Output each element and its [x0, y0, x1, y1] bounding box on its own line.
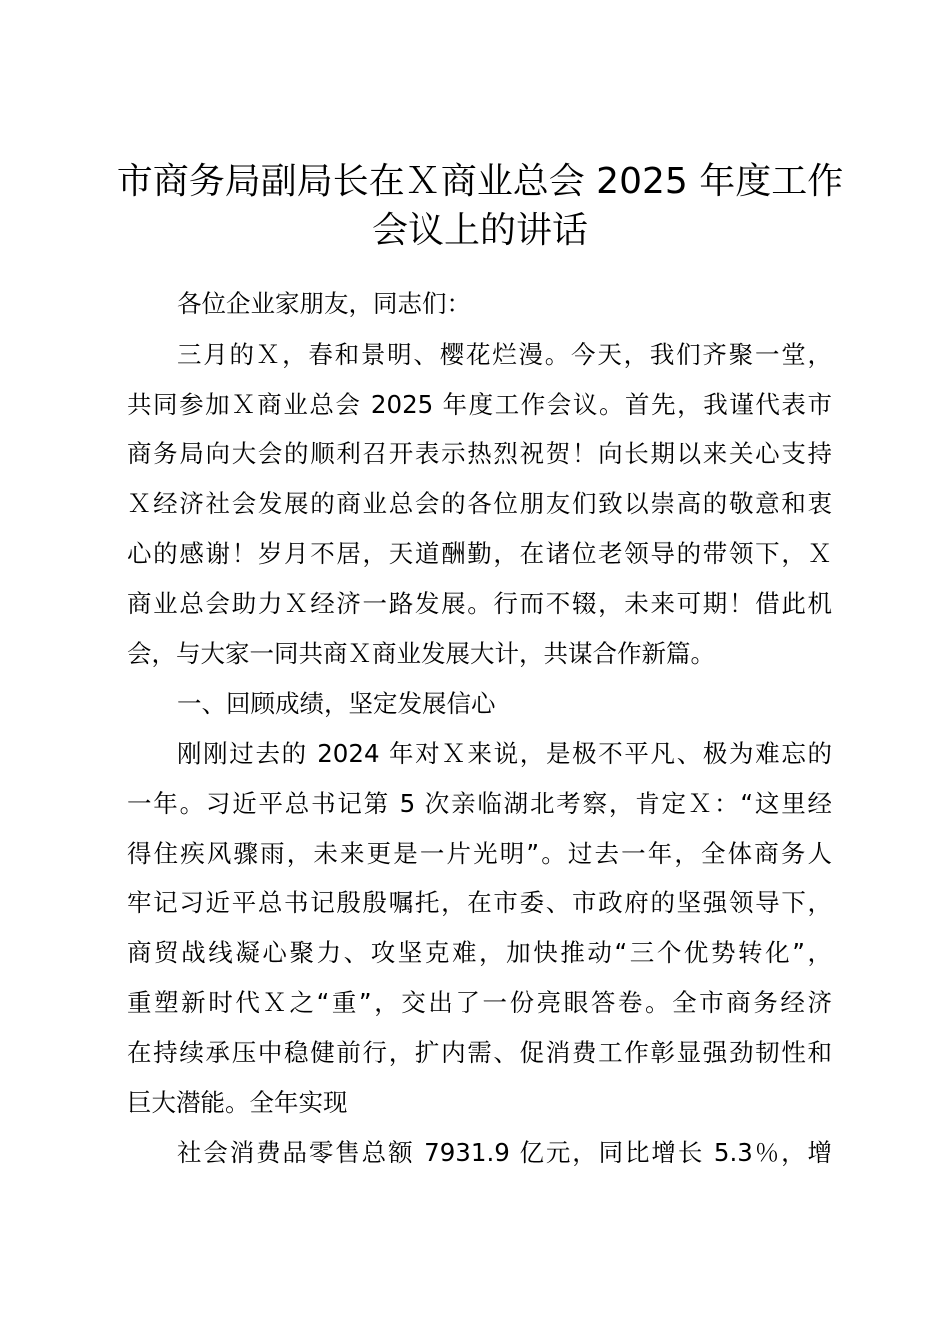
paragraph-line: Ｘ经济社会发展的商业总会的各位朋友们致以崇高的敬意和衷: [127, 489, 832, 518]
paragraph-line: 商业总会助力Ｘ经济一路发展。行而不辍，未来可期！借此机: [127, 589, 832, 618]
paragraph-line: 会，与大家一同共商Ｘ商业发展大计，共谋合作新篇。: [127, 639, 715, 668]
paragraph-line: 重塑新时代Ｘ之“重”，交出了一份亮眼答卷。全市商务经济: [127, 988, 832, 1017]
paragraph-line: 社会消费品零售总额 7931.9 亿元，同比增长 5.3％，增: [177, 1138, 832, 1167]
paragraph-line: 巨大潜能。全年实现: [127, 1088, 348, 1117]
paragraph-line: 刚刚过去的 2024 年对Ｘ来说，是极不平凡、极为难忘的: [177, 739, 832, 768]
section-heading: 一、回顾成绩，坚定发展信心: [177, 689, 496, 718]
paragraph-line: 得住疾风骤雨，未来更是一片光明”。过去一年，全体商务人: [127, 839, 832, 868]
paragraph-line: 商贸战线凝心聚力、攻坚克难，加快推动“三个优势转化”，: [127, 938, 832, 967]
paragraph-line: 在持续承压中稳健前行，扩内需、促消费工作彰显强劲韧性和: [127, 1038, 832, 1067]
paragraph-line: 共同参加Ｘ商业总会 2025 年度工作会议。首先，我谨代表市: [127, 390, 832, 419]
document-title-line-2: 会议上的讲话: [371, 210, 588, 251]
paragraph-line: 一年。习近平总书记第 5 次亲临湖北考察，肯定Ｘ：“这里经: [127, 789, 832, 818]
paragraph-line: 牢记习近平总书记殷殷嘱托，在市委、市政府的坚强领导下，: [127, 888, 832, 917]
paragraph-line: 三月的Ｘ，春和景明、樱花烂漫。今天，我们齐聚一堂，: [177, 340, 832, 369]
paragraph-line: 心的感谢！岁月不居，天道酬勤，在诸位老领导的带领下，Ｘ: [127, 539, 832, 568]
paragraph-line: 商务局向大会的顺利召开表示热烈祝贺！向长期以来关心支持: [127, 439, 832, 468]
salutation: 各位企业家朋友，同志们：: [177, 289, 471, 318]
document-title-line-1: 市商务局副局长在Ｘ商业总会 2025 年度工作: [116, 161, 844, 202]
